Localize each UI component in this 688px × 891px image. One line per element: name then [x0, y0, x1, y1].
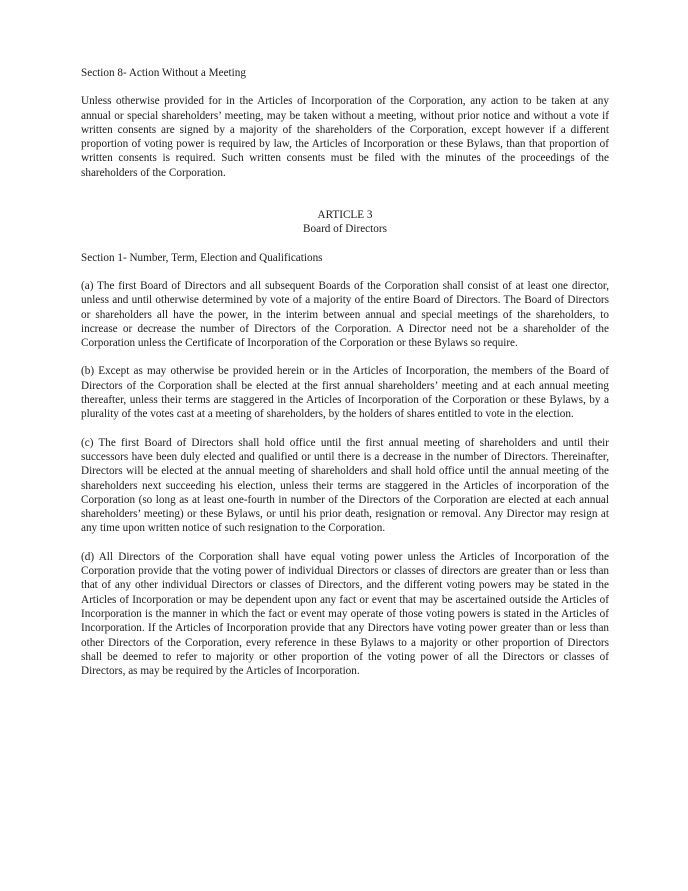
spacer	[81, 265, 609, 279]
section-8-body: Unless otherwise provided for in the Articles of Incorporation of the Corporation, any action to be taken at any annual or special shareholders’ meeting, may be taken without a meeting, without prior notice and without a vote if written consents are signed by a majority of the shareholders of the Corporation, except however if a different proportion of voting power is required by law, the Articles of Incorporation or these Bylaws, than that proportion of written consents is required. Such written consents must be filed with the minutes of the proceedings of the shareholders of the Corporation.	[81, 95, 609, 179]
spacer	[81, 80, 609, 94]
paragraph-a: (a) The first Board of Directors and all subsequent Boards of the Corporation shall consist of at least one director, unless and until otherwise determined by vote of a majority of the entire Board of Directors. The Board of Directors or shareholders all have the power, in the interim between annual and special meetings of the shareholders, to increase or decrease the number of Directors of the Corporation. A Director need not be a shareholder of the Corporation unless the Certificate of Incorporation of the Corporation or these Bylaws so require.	[81, 279, 609, 350]
paragraph-d: (d) All Directors of the Corporation shall have equal voting power unless the Articles of Incorporation of the Corporation provide that the voting power of individual Directors or classes of directors are greater than or less than that of any other individual Directors or classes of Directors, and the different voting powers may be stated in the Articles of Incorporation or may be dependent upon any fact or event that may be ascertained outside the Articles of Incorporation is the manner in which the fact or event may operate of those voting powers is stated in the Articles of Incorporation. If the Articles of Incorporation provide that any Directors have voting power greater than or less than other Directors of the Corporation, every reference in these Bylaws to a majority or other proportion of Directors shall be deemed to refer to majority or other proportion of the voting power of all the Directors or classes of Directors, as may be required by the Articles of Incorporation.	[81, 550, 609, 678]
section-8-heading: Section 8- Action Without a Meeting	[81, 67, 246, 79]
article-heading	[81, 208, 609, 237]
article-title: Board of Directors	[303, 223, 387, 236]
document-page	[81, 66, 609, 678]
spacer	[81, 536, 609, 550]
section-1-heading: Section 1- Number, Term, Election and Qualifications	[81, 251, 323, 264]
paragraph-b: (b) Except as may otherwise be provided herein or in the Articles of Incorporation, the members of the Board of Directors of the Corporation shall be elected at the first annual shareholders’ meeting and at each annual meeting thereafter, unless their terms are staggered in the Articles of Incorporation of the Corporation or these Bylaws, by a plurality of the votes cast at a meeting of shareholders, by the holders of shares entitled to vote in the election.	[81, 365, 609, 421]
spacer	[81, 180, 609, 208]
spacer	[81, 422, 609, 436]
spacer	[81, 237, 609, 251]
spacer	[81, 350, 609, 364]
article-number: ARTICLE 3	[317, 209, 373, 222]
paragraph-c: (c) The first Board of Directors shall hold office until the first annual meeting of shareholders and until their successors have been duly elected and qualified or until there is a decrease in the number of Directors. Thereinafter, Directors will be elected at the annual meeting of shareholders and shall hold office until the annual meeting of the shareholders next succeeding his election, unless their terms are staggered in the Articles of incorporation of the Corporation (so long as at least one-fourth in number of the Directors of the Corporation are elected at each annual shareholders’ meeting) or these Bylaws, or until his prior death, resignation or removal. Any Director may resign at any time upon written notice of such resignation to the Corporation.	[81, 436, 609, 535]
